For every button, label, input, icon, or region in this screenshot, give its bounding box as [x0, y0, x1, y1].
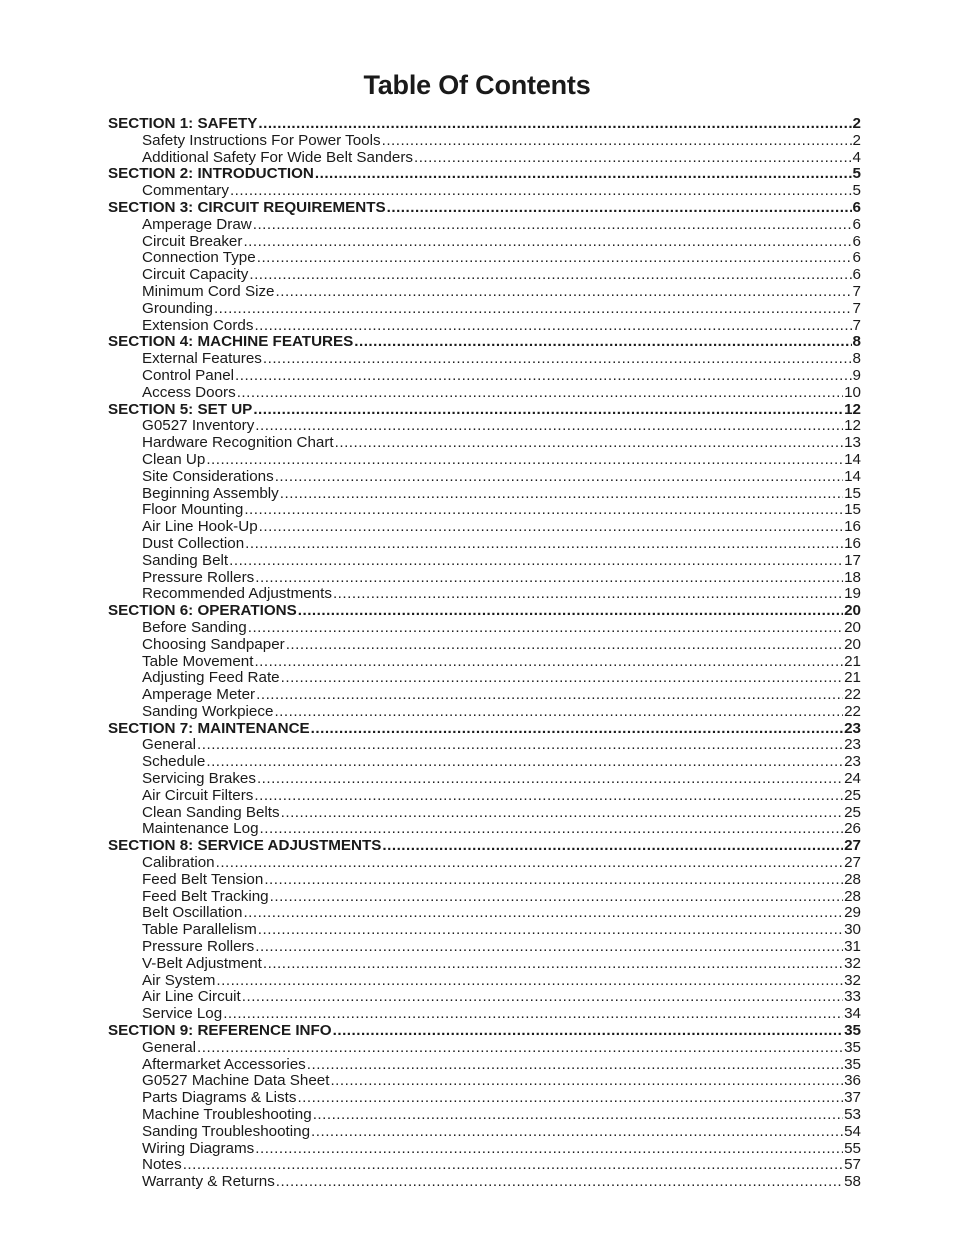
toc-page-number: 6 [852, 266, 861, 284]
toc-item-row[interactable] [108, 805, 861, 822]
dot-leader [237, 385, 843, 402]
dot-leader [315, 166, 852, 183]
toc-page-number: 28 [844, 870, 861, 888]
toc-page-number: 29 [844, 904, 861, 922]
toc-page-number: 32 [844, 971, 861, 989]
toc-item-label: Safety Instructions For Power Tools [142, 131, 381, 149]
toc-page-number: 6 [852, 249, 861, 267]
toc-section-label: SECTION 6: OPERATIONS [108, 602, 297, 620]
toc-item-label: Recommended Adjustments [142, 585, 332, 603]
toc-item-label: Circuit Breaker [142, 232, 243, 250]
toc-item-label: Circuit Capacity [142, 266, 249, 284]
dot-leader [254, 654, 843, 671]
dot-leader [270, 889, 843, 906]
toc-item-label: Pressure Rollers [142, 568, 255, 586]
toc-item-label: Table Parallelism [142, 921, 257, 939]
toc-item-label: Feed Belt Tracking [142, 887, 269, 905]
dot-leader [276, 1174, 843, 1191]
toc-page-number: 34 [844, 1005, 861, 1023]
toc-page-number: 35 [844, 1038, 861, 1056]
toc-section-row[interactable] [108, 838, 861, 855]
toc-page-number: 35 [844, 1022, 861, 1040]
toc-item-row[interactable] [108, 351, 861, 368]
toc-section-label: SECTION 9: REFERENCE INFO [108, 1022, 332, 1040]
dot-leader [264, 872, 843, 889]
dot-leader [382, 838, 843, 855]
toc-item-row[interactable] [108, 502, 861, 519]
toc-page-number: 6 [852, 232, 861, 250]
toc-item-label: G0527 Machine Data Sheet [142, 1072, 330, 1090]
toc-item-row[interactable] [108, 788, 861, 805]
dot-leader [276, 284, 852, 301]
dot-leader [281, 670, 843, 687]
toc-item-label: General [142, 736, 197, 754]
dot-leader [245, 536, 843, 553]
toc-item-row[interactable] [108, 821, 861, 838]
dot-leader [263, 351, 852, 368]
toc-item-label: Additional Safety For Wide Belt Sanders [142, 148, 413, 166]
toc-item-label: Pressure Rollers [142, 938, 255, 956]
toc-page-number: 10 [844, 383, 861, 401]
toc-item-label: Aftermarket Accessories [142, 1055, 306, 1073]
toc-item-row[interactable] [108, 183, 861, 200]
dot-leader [286, 637, 843, 654]
toc-item-row[interactable] [108, 435, 861, 452]
toc-item-label: Air Circuit Filters [142, 786, 254, 804]
toc-page-number: 7 [852, 299, 861, 317]
toc-page-number: 21 [844, 669, 861, 687]
toc-section-row[interactable] [108, 1023, 861, 1040]
dot-leader [229, 553, 843, 570]
dot-leader [183, 1157, 843, 1174]
toc-item-row[interactable] [108, 855, 861, 872]
toc-page-number: 15 [844, 484, 861, 502]
dot-leader [242, 989, 843, 1006]
toc-item-label: G0527 Inventory [142, 417, 255, 435]
toc-page-number: 27 [844, 854, 861, 872]
dot-leader [382, 133, 852, 150]
toc-page-number: 12 [844, 417, 861, 435]
toc-item-label: Beginning Assembly [142, 484, 279, 502]
toc-page-number: 17 [844, 551, 861, 569]
dot-leader [253, 217, 852, 234]
toc-item-row[interactable] [108, 586, 861, 603]
toc-page-number: 27 [844, 837, 861, 855]
dot-leader [313, 1107, 843, 1124]
toc-section-row[interactable] [108, 200, 861, 217]
toc-page-number: 20 [844, 635, 861, 653]
toc-page-number: 7 [852, 282, 861, 300]
toc-item-label: Maintenance Log [142, 820, 259, 838]
toc-section-row[interactable] [108, 402, 861, 419]
toc-item-row[interactable] [108, 217, 861, 234]
table-of-contents [108, 116, 861, 1191]
dot-leader [255, 939, 843, 956]
toc-item-label: Wiring Diagrams [142, 1139, 255, 1157]
toc-item-row[interactable] [108, 385, 861, 402]
toc-item-label: Warranty & Returns [142, 1173, 275, 1191]
toc-item-row[interactable] [108, 133, 861, 150]
toc-item-row[interactable] [108, 301, 861, 318]
dot-leader [414, 150, 852, 167]
dot-leader [257, 771, 843, 788]
toc-page-number: 16 [844, 534, 861, 552]
page-title: Table Of Contents [363, 70, 591, 100]
toc-item-row[interactable] [108, 872, 861, 889]
toc-section-row[interactable] [108, 603, 861, 620]
toc-item-label: Calibration [142, 854, 215, 872]
toc-item-row[interactable] [108, 368, 861, 385]
toc-page-number: 14 [844, 467, 861, 485]
toc-item-row[interactable] [108, 1141, 861, 1158]
dot-leader [311, 1124, 843, 1141]
toc-item-row[interactable] [108, 486, 861, 503]
toc-section-label: SECTION 5: SET UP [108, 400, 253, 418]
toc-item-label: Sanding Belt [142, 551, 229, 569]
toc-page-number: 23 [844, 753, 861, 771]
toc-page-number: 19 [844, 585, 861, 603]
toc-page-number: 20 [844, 602, 861, 620]
toc-section-label: SECTION 3: CIRCUIT REQUIREMENTS [108, 198, 386, 216]
toc-item-row[interactable] [108, 654, 861, 671]
toc-item-label: Air System [142, 971, 216, 989]
dot-leader [197, 737, 843, 754]
toc-item-row[interactable] [108, 889, 861, 906]
toc-item-label: Hardware Recognition Chart [142, 434, 334, 452]
toc-item-row[interactable] [108, 418, 861, 435]
dot-leader [297, 1090, 843, 1107]
toc-item-row[interactable] [108, 267, 861, 284]
toc-page-number: 4 [852, 148, 861, 166]
toc-item-row[interactable] [108, 737, 861, 754]
toc-item-label: Commentary [142, 182, 229, 200]
dot-leader [298, 603, 843, 620]
toc-item-label: Site Considerations [142, 467, 274, 485]
toc-item-label: Grounding [142, 299, 213, 317]
dot-leader [256, 687, 843, 704]
dot-leader [235, 368, 852, 385]
toc-page-number: 57 [844, 1156, 861, 1174]
toc-page-number: 5 [852, 165, 861, 183]
dot-leader [259, 519, 843, 536]
toc-page-number: 28 [844, 887, 861, 905]
toc-item-label: Sanding Troubleshooting [142, 1122, 311, 1140]
toc-page-number: 20 [844, 618, 861, 636]
toc-item-label: Servicing Brakes [142, 770, 256, 788]
toc-item-row[interactable] [108, 670, 861, 687]
toc-item-row[interactable] [108, 1107, 861, 1124]
toc-item-label: Schedule [142, 753, 206, 771]
toc-item-label: Table Movement [142, 652, 254, 670]
dot-leader [333, 586, 843, 603]
toc-page-number: 24 [844, 770, 861, 788]
toc-item-row[interactable] [108, 553, 861, 570]
dot-leader [216, 973, 843, 990]
toc-section-row[interactable] [108, 721, 861, 738]
toc-item-row[interactable] [108, 771, 861, 788]
toc-item-row[interactable] [108, 1006, 861, 1023]
toc-item-label: Notes [142, 1156, 182, 1174]
toc-item-row[interactable] [108, 570, 861, 587]
toc-section-label: SECTION 1: SAFETY [108, 115, 258, 132]
toc-page-number: 21 [844, 652, 861, 670]
dot-leader [281, 805, 843, 822]
toc-item-label: Clean Sanding Belts [142, 803, 280, 821]
toc-item-label: Parts Diagrams & Lists [142, 1089, 297, 1107]
toc-item-label: Feed Belt Tension [142, 870, 264, 888]
toc-item-label: Choosing Sandpaper [142, 635, 285, 653]
toc-page-number: 33 [844, 988, 861, 1006]
toc-page-number: 22 [844, 686, 861, 704]
toc-item-label: Control Panel [142, 366, 235, 384]
dot-leader [223, 1006, 843, 1023]
dot-leader [244, 502, 843, 519]
toc-section-label: SECTION 2: INTRODUCTION [108, 165, 314, 183]
toc-page-number: 30 [844, 921, 861, 939]
toc-item-label: Air Line Circuit [142, 988, 241, 1006]
toc-section-label: SECTION 4: MACHINE FEATURES [108, 333, 354, 351]
toc-page-number: 2 [852, 115, 861, 132]
toc-section-label: SECTION 7: MAINTENANCE [108, 719, 310, 737]
toc-item-row[interactable] [108, 687, 861, 704]
dot-leader [249, 267, 851, 284]
dot-leader [330, 1073, 843, 1090]
toc-item-label: General [142, 1038, 197, 1056]
dot-leader [254, 788, 843, 805]
toc-item-label: Machine Troubleshooting [142, 1106, 312, 1124]
toc-item-row[interactable] [108, 1040, 861, 1057]
dot-leader [216, 855, 843, 872]
dot-leader [254, 318, 851, 335]
toc-page-number: 9 [852, 366, 861, 384]
dot-leader [243, 234, 851, 251]
toc-item-label: Service Log [142, 1005, 223, 1023]
toc-item-row[interactable] [108, 1090, 861, 1107]
toc-page-number: 13 [844, 434, 861, 452]
toc-page-number: 37 [844, 1089, 861, 1107]
toc-page-number: 15 [844, 501, 861, 519]
dot-leader [255, 418, 843, 435]
toc-page-number: 7 [852, 316, 861, 334]
toc-page-number: 32 [844, 954, 861, 972]
toc-page-number: 18 [844, 568, 861, 586]
toc-item-row[interactable] [108, 754, 861, 771]
toc-item-label: V-Belt Adjustment [142, 954, 262, 972]
toc-item-label: Connection Type [142, 249, 256, 267]
toc-page-number: 14 [844, 450, 861, 468]
toc-page-number: 5 [852, 182, 861, 200]
toc-item-row[interactable] [108, 1174, 861, 1191]
toc-item-row[interactable] [108, 956, 861, 973]
dot-leader [253, 402, 843, 419]
toc-item-row[interactable] [108, 637, 861, 654]
toc-page-number: 53 [844, 1106, 861, 1124]
dot-leader [307, 1057, 843, 1074]
dot-leader [333, 1023, 843, 1040]
toc-page-number: 16 [844, 518, 861, 536]
toc-page-number: 54 [844, 1122, 861, 1140]
dot-leader [354, 334, 851, 351]
toc-page-number: 58 [844, 1173, 861, 1191]
toc-item-row[interactable] [108, 519, 861, 536]
toc-item-label: Dust Collection [142, 534, 245, 552]
dot-leader [258, 922, 843, 939]
toc-item-row[interactable] [108, 1157, 861, 1174]
toc-item-row[interactable] [108, 1057, 861, 1074]
dot-leader [258, 116, 851, 133]
toc-section-row[interactable] [108, 116, 861, 133]
toc-page-number: 55 [844, 1139, 861, 1157]
toc-page-number: 36 [844, 1072, 861, 1090]
toc-item-label: Belt Oscillation [142, 904, 243, 922]
toc-page-number: 6 [852, 198, 861, 216]
toc-item-row[interactable] [108, 469, 861, 486]
toc-item-row[interactable] [108, 704, 861, 721]
toc-item-label: Amperage Meter [142, 686, 256, 704]
toc-page-number: 12 [844, 400, 861, 418]
toc-item-row[interactable] [108, 905, 861, 922]
toc-item-label: Adjusting Feed Rate [142, 669, 280, 687]
dot-leader [206, 754, 843, 771]
toc-page-number: 22 [844, 702, 861, 720]
toc-item-label: Amperage Draw [142, 215, 252, 233]
dot-leader [214, 301, 852, 318]
toc-section-row[interactable] [108, 334, 861, 351]
toc-item-label: Extension Cords [142, 316, 254, 334]
toc-item-row[interactable] [108, 452, 861, 469]
toc-item-row[interactable] [108, 939, 861, 956]
toc-section-row[interactable] [108, 166, 861, 183]
toc-page-number: 25 [844, 786, 861, 804]
dot-leader [311, 721, 843, 738]
toc-item-row[interactable] [108, 620, 861, 637]
toc-page-number: 25 [844, 803, 861, 821]
dot-leader [255, 570, 843, 587]
toc-page-number: 8 [852, 350, 861, 368]
toc-item-label: Sanding Workpiece [142, 702, 274, 720]
toc-item-label: Clean Up [142, 450, 206, 468]
toc-item-row[interactable] [108, 989, 861, 1006]
toc-item-row[interactable] [108, 150, 861, 167]
dot-leader [197, 1040, 843, 1057]
toc-page-number: 2 [852, 131, 861, 149]
dot-leader [387, 200, 852, 217]
dot-leader [280, 486, 843, 503]
toc-section-label: SECTION 8: SERVICE ADJUSTMENTS [108, 837, 382, 855]
dot-leader [243, 905, 843, 922]
dot-leader [260, 821, 844, 838]
dot-leader [206, 452, 843, 469]
toc-item-row[interactable] [108, 250, 861, 267]
dot-leader [275, 469, 843, 486]
dot-leader [274, 704, 843, 721]
dot-leader [255, 1141, 843, 1158]
toc-page-number: 23 [844, 736, 861, 754]
toc-page-number: 23 [844, 719, 861, 737]
toc-item-label: Minimum Cord Size [142, 282, 275, 300]
toc-item-label: External Features [142, 350, 262, 368]
toc-item-label: Before Sanding [142, 618, 247, 636]
toc-page-number: 35 [844, 1055, 861, 1073]
toc-page-number: 31 [844, 938, 861, 956]
toc-item-row[interactable] [108, 922, 861, 939]
dot-leader [257, 250, 852, 267]
toc-item-row[interactable] [108, 284, 861, 301]
toc-item-row[interactable] [108, 973, 861, 990]
toc-page-number: 8 [852, 333, 861, 351]
dot-leader [335, 435, 843, 452]
dot-leader [248, 620, 843, 637]
toc-item-label: Air Line Hook-Up [142, 518, 258, 536]
toc-page-number: 6 [852, 215, 861, 233]
toc-item-row[interactable] [108, 1124, 861, 1141]
dot-leader [263, 956, 843, 973]
toc-item-row[interactable] [108, 318, 861, 335]
toc-item-row[interactable] [108, 1073, 861, 1090]
dot-leader [230, 183, 852, 200]
toc-page-number: 26 [844, 820, 861, 838]
toc-item-row[interactable] [108, 234, 861, 251]
toc-item-label: Access Doors [142, 383, 236, 401]
toc-item-row[interactable] [108, 536, 861, 553]
toc-item-label: Floor Mounting [142, 501, 244, 519]
